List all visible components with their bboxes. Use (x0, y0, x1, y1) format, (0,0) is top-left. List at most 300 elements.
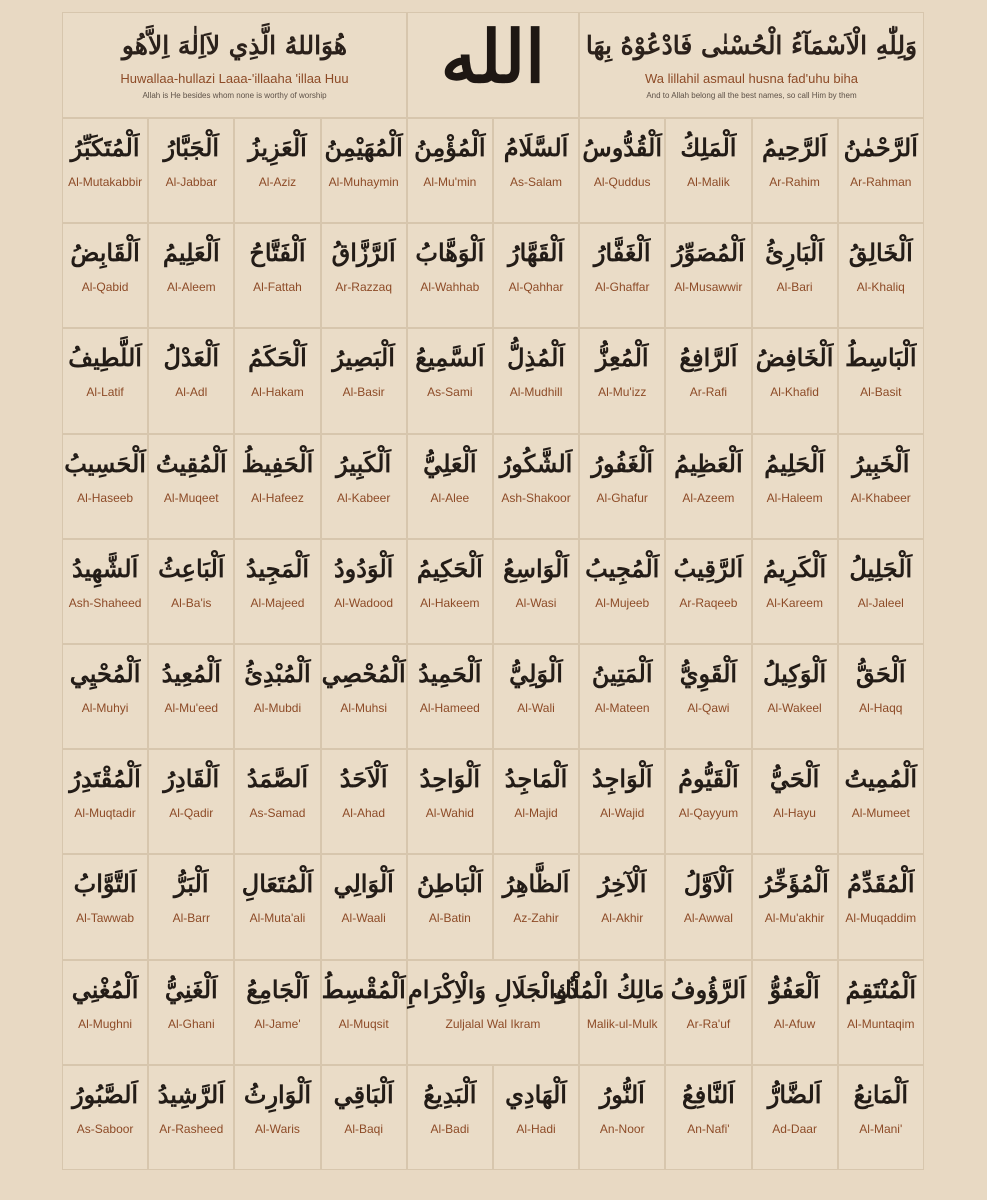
name-cell (148, 854, 234, 959)
name-transliteration: Al-Muqtadir (74, 806, 136, 821)
header-right-panel (579, 12, 924, 118)
name-transliteration: Al-Waali (341, 911, 386, 926)
name-arabic: اَلْخَالِقُ (848, 238, 913, 268)
name-transliteration: Al-Afuw (773, 1016, 816, 1031)
name-transliteration: Al-Wali (517, 700, 555, 715)
name-cell (62, 118, 148, 223)
name-arabic: اَلْمُجِيبُ (585, 553, 660, 583)
name-transliteration: Al-Wasi (515, 595, 557, 610)
name-transliteration: Al-Wakeel (767, 700, 822, 715)
name-cell (493, 434, 579, 539)
name-cell (579, 223, 665, 328)
name-arabic: اَلْوَهَّابُ (415, 238, 485, 268)
name-cell (321, 118, 407, 223)
name-arabic: اَلرَّحِيمُ (761, 133, 828, 162)
name-transliteration: Al-Basit (860, 385, 902, 400)
name-cell (321, 328, 407, 433)
name-cell (62, 644, 148, 749)
header-left-panel (62, 12, 407, 118)
name-transliteration: Al-Muqeet (163, 490, 219, 505)
name-transliteration: Al-Muqaddim (845, 911, 917, 926)
name-cell (321, 539, 407, 644)
name-cell (579, 644, 665, 749)
name-transliteration: Al-Jaleel (857, 595, 904, 610)
name-arabic: اَلْمُعِزُّ (595, 343, 649, 373)
name-transliteration: Al-Kareem (766, 595, 823, 610)
name-transliteration: Al-Muhyi (81, 700, 129, 715)
name-cell (493, 223, 579, 328)
name-cell (838, 644, 924, 749)
name-transliteration: Al-Latif (86, 385, 124, 400)
name-arabic: اَلْحَكَمُ (248, 343, 307, 373)
name-transliteration: Ar-Raqeeb (679, 595, 738, 610)
name-cell (407, 328, 493, 433)
name-transliteration: Ar-Ra'uf (686, 1016, 731, 1031)
name-cell (752, 118, 838, 223)
name-transliteration: Al-Tawwab (76, 911, 135, 926)
name-cell (62, 749, 148, 854)
name-cell (838, 1065, 924, 1170)
name-cell (407, 118, 493, 223)
name-cell (493, 854, 579, 959)
name-arabic: اَلْوَاسِعُ (503, 553, 569, 583)
name-cell (234, 644, 320, 749)
name-transliteration: Al-Mu'eed (164, 700, 219, 715)
header-right-arabic: وَلِلّٰهِ الْاَسْمَآءُ الْحُسْنٰى فَادْعُوْهُ بِهَا (585, 31, 918, 60)
name-arabic: اَلْقُدُّوسُ (582, 133, 663, 162)
name-arabic: اَلْقَيُّومُ (678, 764, 739, 794)
name-transliteration: Al-Malik (687, 175, 730, 189)
name-cell (148, 223, 234, 328)
name-transliteration: Al-Qayyum (678, 806, 739, 821)
name-arabic: اَلْمُعِيدُ (161, 658, 221, 688)
name-cell (752, 434, 838, 539)
name-arabic: اَلْقَادِرُ (163, 764, 220, 794)
name-arabic: اَلْغَنِيُّ (164, 974, 218, 1004)
name-cell (579, 749, 665, 854)
name-arabic: اَلْوَلِيُّ (509, 658, 563, 688)
name-arabic: اَلْمُتَعَالِ (241, 869, 314, 899)
header-right-meaning: And to Allah belong all the best names, so call Him by them (646, 91, 857, 100)
name-cell (407, 854, 493, 959)
name-arabic: اَلْوَاجِدُ (591, 764, 653, 794)
name-cell (62, 960, 148, 1065)
name-arabic: اَلْمَتِينُ (591, 658, 653, 688)
poster-header (62, 12, 924, 118)
name-transliteration: Al-Muqsit (338, 1016, 389, 1031)
name-cell (752, 854, 838, 959)
name-arabic: اَلْمُحْيِي (69, 658, 141, 688)
name-arabic: اَلْحَيُّ (769, 764, 820, 794)
name-transliteration: Al-Aziz (258, 175, 297, 189)
name-transliteration: Al-Mumeet (851, 806, 910, 821)
name-cell (752, 749, 838, 854)
name-transliteration: Al-Hameed (419, 700, 480, 715)
name-arabic: اَلْخَافِضُ (755, 343, 834, 373)
name-cell (407, 223, 493, 328)
name-cell (234, 1065, 320, 1170)
name-transliteration: Al-Fattah (253, 280, 302, 295)
name-cell (148, 749, 234, 854)
name-transliteration: Al-Batin (428, 911, 471, 926)
name-transliteration: Ar-Razzaq (335, 280, 392, 295)
name-transliteration: As-Samad (249, 806, 306, 821)
name-arabic: اَلْقَهَّارُ (507, 238, 565, 268)
name-cell (838, 118, 924, 223)
name-arabic: اَلْغَفَّارُ (593, 238, 651, 268)
name-cell (321, 1065, 407, 1170)
name-arabic: مَالِكُ الْمُلْكِ (552, 974, 665, 1004)
name-arabic: اَلنُّورُ (599, 1079, 645, 1109)
name-arabic: اَلْحَكِيمُ (416, 553, 483, 583)
name-arabic: اَلْبَاقِي (333, 1079, 394, 1109)
name-arabic: اَلْمَاجِدُ (504, 764, 568, 794)
name-cell (752, 328, 838, 433)
name-cell (665, 1065, 751, 1170)
name-transliteration: As-Sami (427, 385, 473, 400)
name-transliteration: Al-Mateen (594, 700, 650, 715)
name-arabic: اَلْخَبِيرُ (852, 448, 910, 478)
name-transliteration: Al-Haseeb (77, 490, 134, 505)
name-arabic: اَلْمُقَدِّمُ (847, 869, 915, 899)
name-cell (234, 749, 320, 854)
name-cell (407, 434, 493, 539)
name-cell (665, 960, 751, 1065)
name-transliteration: Al-Khabeer (850, 490, 911, 505)
name-cell (234, 118, 320, 223)
name-arabic: اَلْقَابِضُ (70, 238, 140, 268)
name-transliteration: Al-Hadi (516, 1121, 556, 1136)
name-transliteration: Az-Zahir (513, 911, 559, 926)
name-transliteration: As-Saboor (76, 1121, 134, 1136)
name-cell (665, 434, 751, 539)
name-transliteration: Al-Mani' (859, 1121, 903, 1136)
name-cell (579, 854, 665, 959)
name-transliteration: Al-Khafid (770, 385, 819, 400)
name-arabic: اَلْعَلِيمُ (162, 238, 220, 268)
names-grid (62, 118, 924, 1170)
name-cell (62, 854, 148, 959)
name-cell (838, 960, 924, 1065)
name-transliteration: Al-Majeed (250, 595, 305, 610)
name-transliteration: Al-Basir (342, 385, 385, 400)
name-arabic: اَلْهَادِي (505, 1079, 567, 1109)
name-cell (752, 960, 838, 1065)
name-transliteration: Al-Baqi (344, 1121, 383, 1136)
name-cell (234, 960, 320, 1065)
name-cell (62, 223, 148, 328)
name-transliteration: Al-Hakeem (420, 595, 480, 610)
name-cell (493, 118, 579, 223)
name-transliteration: Zuljalal Wal Ikram (445, 1016, 541, 1031)
name-cell (321, 960, 407, 1065)
name-transliteration: Al-Jame' (254, 1016, 301, 1031)
name-arabic: اَللَّطِيفُ (68, 343, 142, 373)
name-cell (234, 854, 320, 959)
name-transliteration: Al-Majid (514, 806, 558, 821)
name-cell (838, 854, 924, 959)
name-arabic: اَلْحَسِيبُ (64, 448, 146, 478)
name-transliteration: Al-Quddus (593, 175, 651, 189)
name-arabic: اَلصَّمَدُ (246, 764, 309, 794)
name-arabic: اَلْآخِرُ (598, 869, 647, 899)
name-transliteration: Ad-Daar (772, 1121, 817, 1136)
name-arabic: اَلْاَوَّلُ (683, 869, 734, 899)
name-cell (148, 539, 234, 644)
name-cell (234, 328, 320, 433)
name-arabic: اَلْمُقْسِطُ (321, 974, 406, 1004)
name-transliteration: Al-Wadood (334, 595, 394, 610)
name-transliteration: Al-Mujeeb (595, 595, 650, 610)
name-arabic: اَلْحَلِيمُ (764, 448, 825, 478)
name-cell (407, 749, 493, 854)
name-transliteration: Al-Kabeer (336, 490, 391, 505)
name-arabic: ذُوالْجَلَالِ وَالْاِكْرَامِ (407, 974, 578, 1004)
name-cell (148, 118, 234, 223)
name-transliteration: Al-Wahhab (420, 280, 480, 295)
name-arabic: اَلْبَاسِطُ (845, 343, 917, 373)
name-arabic: اَلْمَانِعُ (853, 1079, 909, 1109)
name-arabic: اَلسَّلَامُ (503, 133, 569, 162)
name-transliteration: Ar-Rahim (769, 175, 820, 189)
name-cell (752, 644, 838, 749)
name-arabic: اَلْمُتَكَبِّرُ (70, 133, 140, 162)
name-transliteration: Al-Muta'ali (249, 911, 306, 926)
name-cell (838, 328, 924, 433)
name-arabic: اَلْبَارِئُ (765, 238, 825, 268)
name-cell (62, 434, 148, 539)
name-transliteration: Al-Awwal (683, 911, 733, 926)
name-arabic: اَلْقَوِيُّ (679, 658, 738, 688)
name-arabic: اَلْجَامِعُ (246, 974, 309, 1004)
header-center-panel (407, 12, 579, 118)
name-cell (552, 960, 665, 1065)
name-transliteration: Al-Mughni (78, 1016, 133, 1031)
name-cell (579, 1065, 665, 1170)
name-cell (665, 539, 751, 644)
name-cell (407, 1065, 493, 1170)
name-transliteration: Al-Muhsi (340, 700, 387, 715)
name-cell (148, 328, 234, 433)
header-left-arabic: هُوَاللهُ الَّذِي لاَاِلٰهَ اِلاَّهُو (121, 31, 348, 60)
name-cell (493, 749, 579, 854)
name-arabic: اَلْجَبَّارُ (163, 133, 220, 162)
name-transliteration: Al-Ghafur (596, 490, 648, 505)
name-transliteration: Al-Wahid (425, 806, 474, 821)
name-cell (838, 223, 924, 328)
name-arabic: اَلْمُبْدِئُ (244, 658, 311, 688)
name-arabic: اَلرَّقِيبُ (673, 553, 744, 583)
name-transliteration: Al-Musawwir (674, 280, 743, 295)
name-cell (493, 539, 579, 644)
name-cell (321, 223, 407, 328)
name-arabic: اَلْبَصِيرُ (332, 343, 395, 373)
name-arabic: اَلتَّوَّابُ (73, 869, 137, 899)
name-arabic: اَلْمُهَيْمِنُ (324, 133, 403, 162)
name-transliteration: Al-Wajid (600, 806, 645, 821)
name-arabic: اَلْاَحَدُ (339, 764, 388, 794)
name-cell (579, 434, 665, 539)
name-arabic: اَلْفَتَّاحُ (249, 238, 306, 268)
name-arabic: اَلْبَاعِثُ (158, 553, 225, 583)
name-cell (838, 434, 924, 539)
name-transliteration: Al-Azeem (682, 490, 735, 505)
name-cell (321, 644, 407, 749)
name-cell (234, 434, 320, 539)
name-transliteration: Ash-Shakoor (501, 490, 571, 505)
name-arabic: اَلرَّحْمٰنُ (843, 133, 918, 162)
name-cell (321, 434, 407, 539)
name-transliteration: Al-Muhaymin (328, 175, 399, 189)
name-transliteration: Al-Mubdi (253, 700, 302, 715)
name-transliteration: Al-Ghaffar (594, 280, 650, 295)
name-arabic: اَلْوَالِي (333, 869, 394, 899)
name-arabic: اَلْمُؤْمِنُ (414, 133, 486, 162)
name-arabic: اَلْوَدُودُ (333, 553, 394, 583)
name-transliteration: Al-Haqq (859, 700, 903, 715)
name-transliteration: Al-Qawi (687, 700, 730, 715)
name-transliteration: Al-Mu'min (423, 175, 477, 189)
name-cell (665, 118, 751, 223)
name-transliteration: Al-Hakam (251, 385, 304, 400)
name-transliteration: Malik-ul-Mulk (586, 1016, 658, 1031)
name-arabic: اَلْوَارِثُ (243, 1079, 312, 1109)
name-cell (752, 539, 838, 644)
name-cell (148, 434, 234, 539)
name-arabic: اَلصَّبُورُ (72, 1079, 139, 1109)
header-right-transliteration: Wa lillahil asmaul husna fad'uhu biha (644, 71, 858, 86)
name-transliteration: Al-Badi (430, 1121, 470, 1136)
name-arabic: اَلْعَفُوُّ (769, 974, 820, 1004)
name-transliteration: An-Nafi' (687, 1121, 730, 1136)
name-arabic: اَلسَّمِيعُ (415, 343, 485, 373)
name-arabic: اَلْعَظِيمُ (674, 448, 743, 478)
name-arabic: اَلْمُصَوِّرُ (672, 238, 745, 268)
name-arabic: اَلرَّافِعُ (679, 343, 738, 373)
name-transliteration: Al-Alee (430, 490, 470, 505)
name-arabic: اَلْوَاحِدُ (419, 764, 481, 794)
name-cell (838, 539, 924, 644)
name-arabic: اَلشَّكُورُ (499, 448, 573, 478)
name-transliteration: Al-Waris (255, 1121, 300, 1136)
name-cell (62, 328, 148, 433)
name-cell (665, 328, 751, 433)
name-transliteration: An-Noor (599, 1121, 645, 1136)
name-arabic: اَلْعَدْلُ (163, 343, 220, 373)
name-cell (579, 328, 665, 433)
name-arabic: اَلْبَدِيعُ (423, 1079, 477, 1109)
name-arabic: اَلْوَكِيلُ (762, 658, 827, 688)
name-arabic: اَلْحَفِيظُ (241, 448, 314, 478)
name-arabic: اَلْعَزِيزُ (248, 133, 307, 162)
name-transliteration: Al-Adl (175, 385, 208, 400)
name-arabic: اَلشَّهِيدُ (71, 553, 139, 583)
name-arabic: اَلْغَفُورُ (591, 448, 654, 478)
name-transliteration: Al-Khaliq (856, 280, 905, 295)
name-cell (838, 749, 924, 854)
name-cell (752, 223, 838, 328)
name-transliteration: Al-Haleem (766, 490, 823, 505)
name-cell (493, 1065, 579, 1170)
name-transliteration: Al-Mu'akhir (764, 911, 825, 926)
name-arabic: اَلْمَجِيدُ (245, 553, 310, 583)
name-transliteration: Al-Ba'is (171, 595, 212, 610)
name-arabic: اَلْمَلِكُ (680, 133, 737, 162)
name-cell (234, 223, 320, 328)
allah-calligraphy: الله (440, 14, 546, 99)
name-arabic: اَلرَّزَّاقُ (331, 238, 396, 268)
name-cell (62, 539, 148, 644)
name-transliteration: Ar-Rasheed (159, 1121, 224, 1136)
name-transliteration: Al-Ghani (167, 1016, 215, 1031)
name-transliteration: Ash-Shaheed (68, 595, 142, 610)
name-cell (234, 539, 320, 644)
name-arabic: اَلْبَرُّ (174, 869, 209, 899)
name-cell (148, 960, 234, 1065)
name-arabic: اَلْكَرِيمُ (763, 553, 827, 583)
name-cell (62, 1065, 148, 1170)
name-transliteration: Al-Hafeez (251, 490, 304, 505)
name-arabic: اَلضَّارُّ (767, 1079, 822, 1109)
name-transliteration: Al-Mudhill (509, 385, 563, 400)
name-cell (148, 644, 234, 749)
name-cell (665, 223, 751, 328)
name-arabic: اَلْجَلِيلُ (849, 553, 913, 583)
name-arabic: اَلْحَقُّ (856, 658, 906, 688)
name-transliteration: Al-Barr (172, 911, 210, 926)
name-arabic: اَلْمُقْتَدِرُ (69, 764, 141, 794)
name-transliteration: Al-Mu'izz (598, 385, 647, 400)
name-arabic: اَلظَّاهِرُ (502, 869, 570, 899)
name-arabic: اَلْمُقِيتُ (155, 448, 227, 478)
name-transliteration: Al-Ahad (342, 806, 385, 821)
name-cell (665, 749, 751, 854)
name-transliteration: Ar-Rahman (850, 175, 912, 189)
name-transliteration: Al-Qadir (169, 806, 214, 821)
name-cell (321, 854, 407, 959)
name-arabic: اَلرَّؤُوفُ (670, 974, 747, 1004)
name-cell (665, 854, 751, 959)
name-cell (321, 749, 407, 854)
name-transliteration: Al-Hayu (773, 806, 816, 821)
name-transliteration: Al-Aleem (166, 280, 216, 295)
name-transliteration: Al-Akhir (601, 911, 644, 926)
name-arabic: اَلْمُحْصِي (321, 658, 406, 688)
name-arabic: اَلْمُغْنِي (71, 974, 139, 1004)
name-transliteration: Ar-Rafi (689, 385, 728, 400)
name-transliteration: Al-Mutakabbir (68, 175, 143, 189)
name-transliteration: Al-Bari (776, 280, 813, 295)
name-cell (579, 118, 665, 223)
name-cell (148, 1065, 234, 1170)
name-cell (752, 1065, 838, 1170)
header-left-meaning: Allah is He besides whom none is worthy of worship (142, 91, 327, 100)
name-arabic: اَلرَّشِيدُ (157, 1079, 225, 1109)
name-cell (407, 539, 493, 644)
name-arabic: اَلْمُمِيتُ (844, 764, 918, 794)
name-cell (493, 644, 579, 749)
name-transliteration: As-Salam (510, 175, 563, 189)
name-arabic: اَلنَّافِعُ (682, 1079, 735, 1109)
name-arabic: اَلْعَلِيُّ (423, 448, 477, 478)
name-cell (407, 644, 493, 749)
name-transliteration: Al-Muntaqim (847, 1016, 915, 1031)
name-arabic: اَلْبَاطِنُ (416, 869, 483, 899)
name-cell (665, 644, 751, 749)
name-cell (493, 328, 579, 433)
name-transliteration: Al-Qabid (81, 280, 129, 295)
name-transliteration: Al-Jabbar (165, 175, 217, 189)
